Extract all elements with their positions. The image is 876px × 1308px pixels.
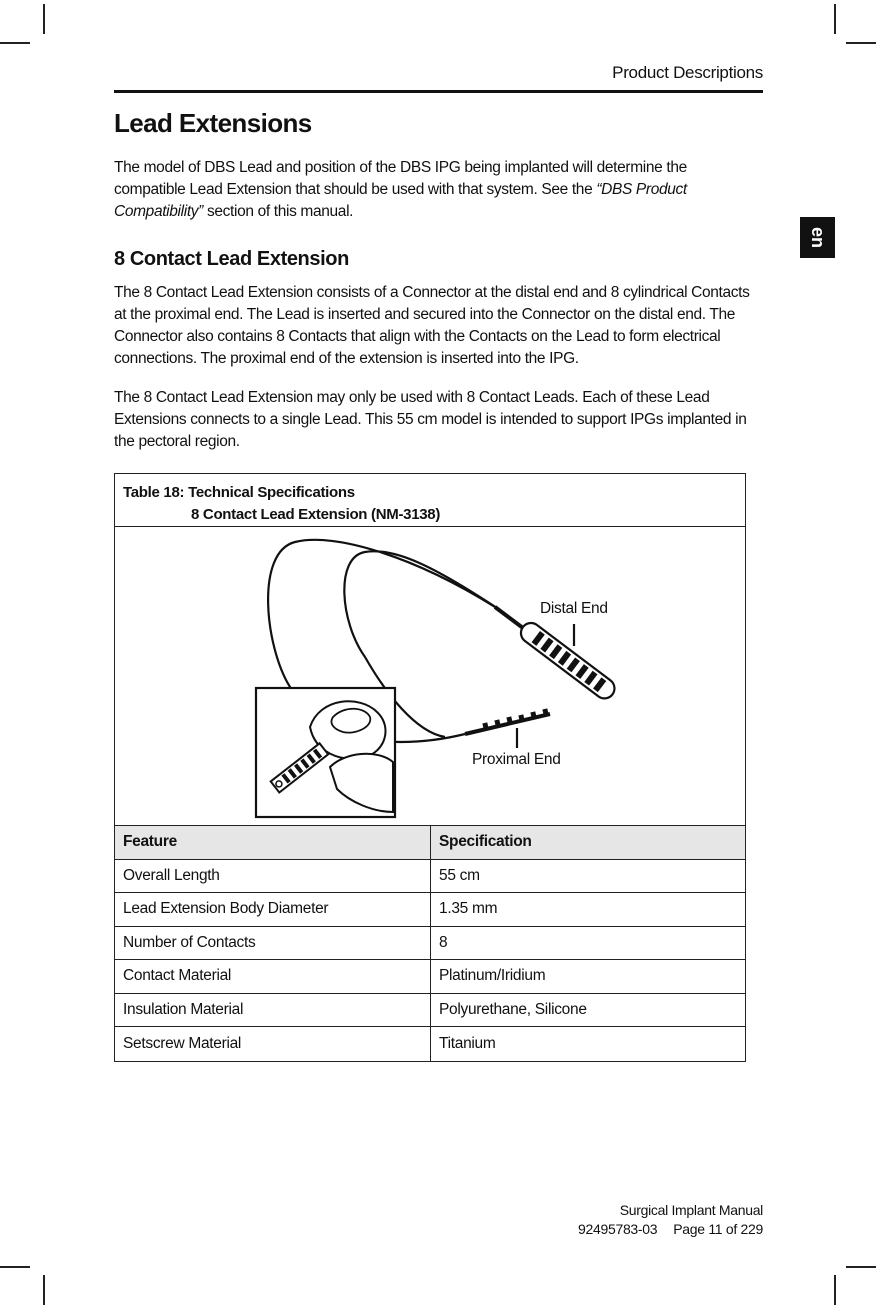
- intro-text: The model of DBS Lead and position of the DBS IPG being implanted will determine the compatible Lead Extension that should be used with that system. See the: [114, 159, 687, 198]
- usage-paragraph: The 8 Contact Lead Extension may only be used with 8 Contact Leads. Each of these Lead Extensions connects to a single Lead. This 55 cm model is intended to support IPGs implanted in the pectoral region.: [114, 389, 747, 450]
- table-caption: [115, 474, 745, 527]
- page-number: Page 11 of 229: [673, 1221, 763, 1237]
- doc-number: 92495783-03: [578, 1221, 658, 1237]
- table-caption-title: Table 18: Technical Specifications: [123, 484, 355, 501]
- footer-line-2: [578, 1220, 763, 1239]
- crop-mark: [834, 4, 836, 34]
- feature-cell: Number of Contacts: [115, 927, 431, 960]
- specification-cell: 55 cm: [439, 866, 480, 884]
- crop-mark: [834, 1275, 836, 1305]
- table-header-row: [115, 826, 745, 860]
- crop-mark: [0, 1266, 30, 1268]
- crop-mark: [0, 42, 30, 44]
- intro-text-end: section of this manual.: [203, 203, 354, 220]
- lead-extension-illustration: [115, 527, 745, 825]
- feature-cell: Insulation Material: [115, 994, 431, 1027]
- crop-mark: [846, 42, 876, 44]
- description-paragraph: The 8 Contact Lead Extension consists of a Connector at the distal end and 8 cylindrical Contacts at the proximal end. The Lead is inserted and secured into the Connector on the distal end. The Connector also contains 8 Contacts that align with the Contacts on the Lead to form electrical connections. The proximal end of the extension is inserted into the IPG.: [114, 284, 750, 367]
- proximal-end-label: Proximal End: [472, 751, 561, 768]
- table-row: [115, 860, 745, 894]
- specification-cell: Polyurethane, Silicone: [439, 1000, 587, 1018]
- table-row: [115, 927, 745, 961]
- section-heading: 8 Contact Lead Extension: [114, 248, 349, 270]
- table-row: [115, 893, 745, 927]
- intro-paragraph: [114, 157, 762, 223]
- column-header-feature: Feature: [115, 826, 431, 859]
- compatibility-reference: “DBS Product Compatibility”: [114, 181, 687, 220]
- inset-hand-illustration: [256, 688, 395, 817]
- specification-cell: 1.35 mm: [439, 900, 498, 918]
- feature-cell: Lead Extension Body Diameter: [115, 893, 431, 926]
- crop-mark: [43, 1275, 45, 1305]
- table-caption-subtitle: 8 Contact Lead Extension (NM-3138): [191, 506, 441, 523]
- specification-cell: Titanium: [439, 1034, 496, 1052]
- header-rule: [114, 90, 763, 93]
- feature-cell: Overall Length: [115, 860, 431, 893]
- running-header: Product Descriptions: [612, 63, 763, 82]
- spec-table: [114, 473, 746, 1062]
- specification-cell: Platinum/Iridium: [439, 967, 546, 985]
- lead-lower-segment: [400, 734, 465, 742]
- table-row: [115, 994, 745, 1028]
- column-header-specification: Specification: [439, 833, 532, 851]
- page-title: Lead Extensions: [114, 108, 312, 138]
- distal-end-label: Distal End: [540, 600, 608, 617]
- lead-extension-figure: [115, 527, 745, 826]
- distal-connector: [517, 619, 618, 702]
- language-tab: [800, 217, 835, 258]
- specification-cell: 8: [439, 933, 448, 951]
- crop-mark: [43, 4, 45, 34]
- page-footer: [578, 1201, 763, 1239]
- feature-cell: Contact Material: [115, 960, 431, 993]
- language-tab-label: en: [807, 226, 828, 249]
- proximal-shaft: [465, 714, 550, 734]
- crop-mark: [846, 1266, 876, 1268]
- feature-cell: Setscrew Material: [115, 1027, 431, 1061]
- manual-name: Surgical Implant Manual: [619, 1202, 763, 1218]
- table-row: [115, 960, 745, 994]
- table-row: [115, 1027, 745, 1061]
